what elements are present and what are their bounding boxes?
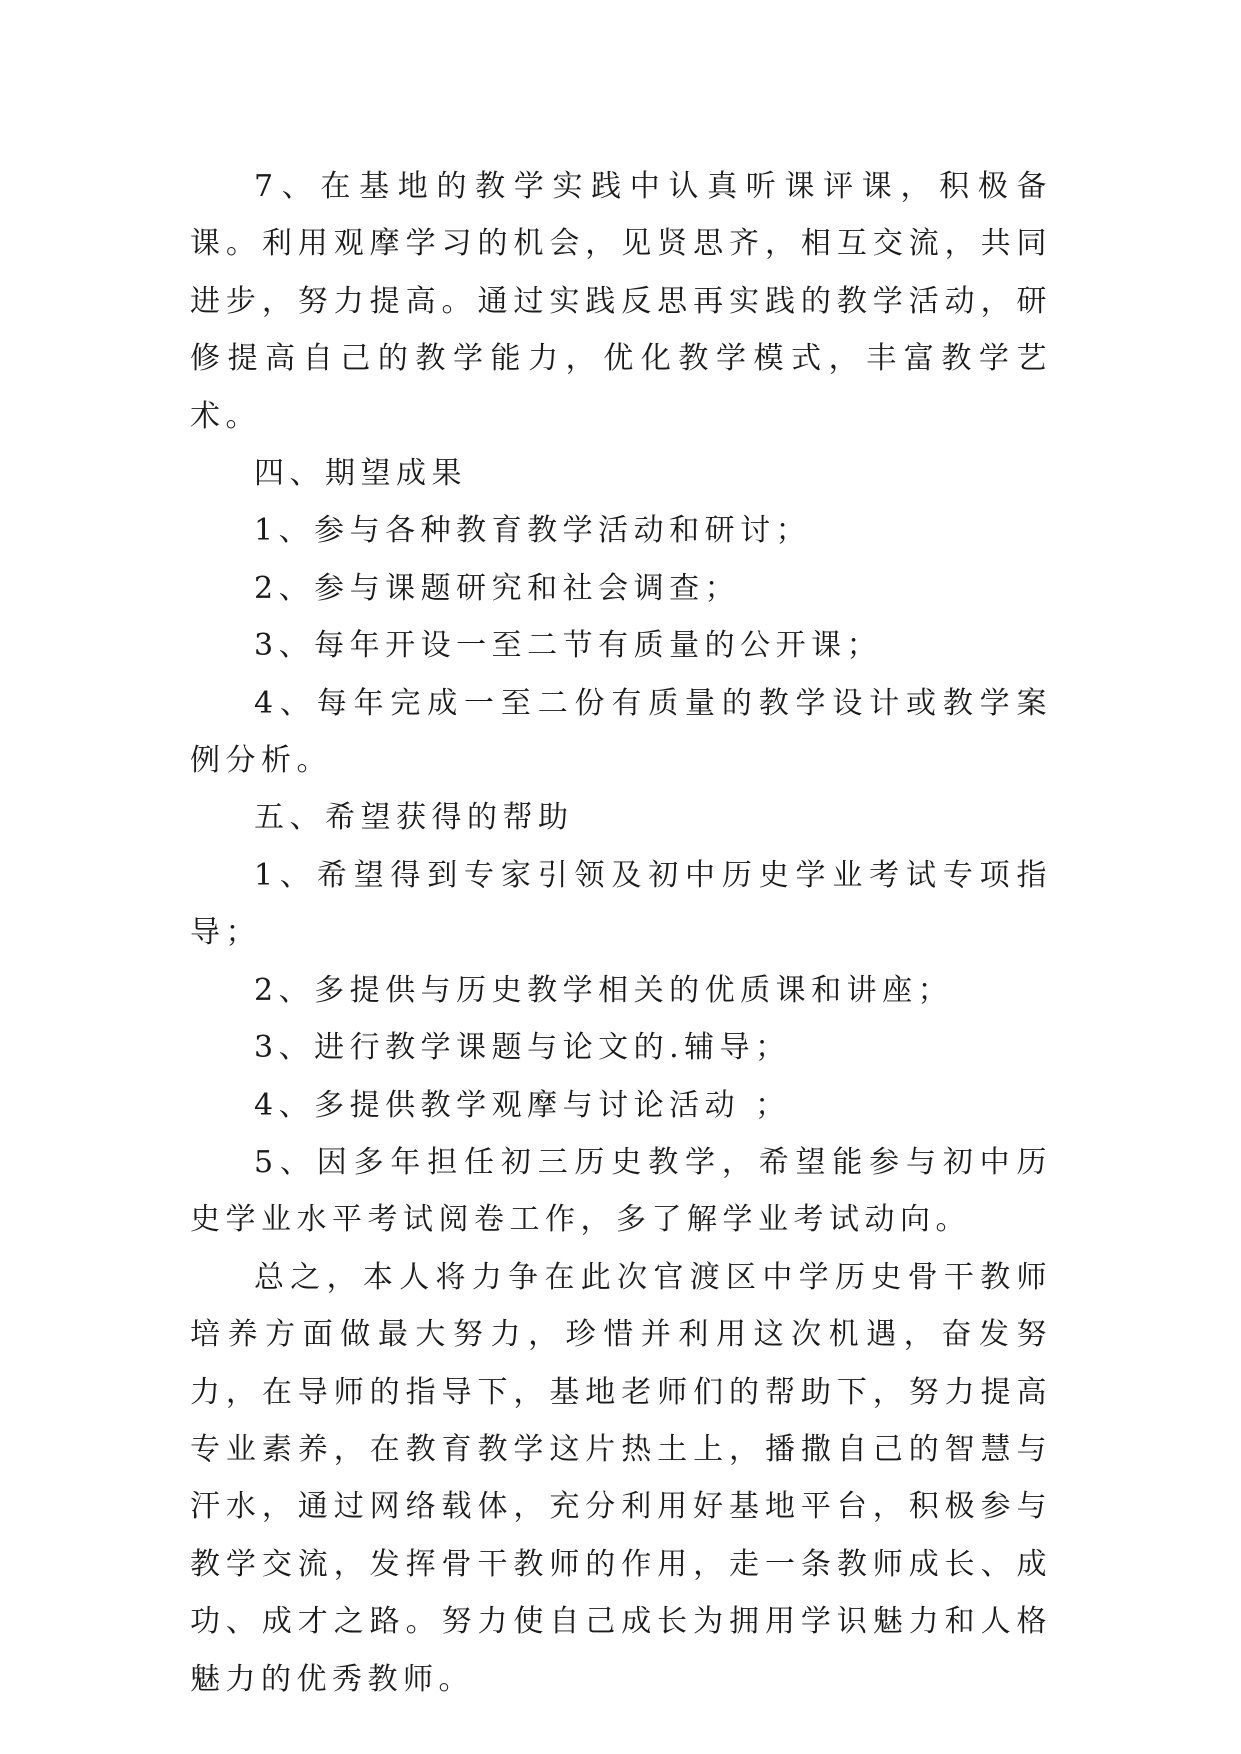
- list-item: 1、参与各种教育教学活动和研讨；: [254, 513, 812, 549]
- list-item: 3、每年开设一至二节有质量的公开课；: [254, 628, 883, 664]
- list-item: 2、多提供与历史教学相关的优质课和讲座；: [254, 972, 954, 1008]
- paragraph-item-7: 7、在基地的教学实践中认真听课评课，积极备课。利用观摩学习的机会，见贤思齐，相互交流，共同进步，努力提高。通过实践反思再实践的教学活动，研修提高自己的教学能力，优化教学模式，丰富教学艺术。: [190, 169, 1052, 434]
- list-item: 4、多提供教学观摩与讨论活动 ；: [254, 1087, 791, 1123]
- section-heading-desired-help: 五、希望获得的帮助: [254, 800, 574, 836]
- summary-paragraph: 总之，本人将力争在此次官渡区中学历史骨干教师培养方面做最大努力，珍惜并利用这次机遇，奋发努力，在导师的指导下，基地老师们的帮助下，努力提高专业素养，在教育教学这片热土上，播撒自己的智慧与汗水，通过网络载体，充分利用好基地平台，积极参与教学交流，发挥骨干教师的作用，走一条教师成长、成功、成才之路。努力使自己成长为拥用学识魅力和人格魅力的优秀教师。: [190, 1259, 1052, 1697]
- list-item: 2、参与课题研究和社会调查；: [254, 570, 741, 606]
- list-item: 4、每年完成一至二份有质量的教学设计或教学案例分析。: [190, 685, 1052, 779]
- list-item: 1、希望得到专家引领及初中历史学业考试专项指导；: [190, 857, 1052, 951]
- section-heading-expected-results: 四、期望成果: [254, 456, 467, 492]
- list-item: 5、因多年担任初三历史教学，希望能参与初中历史学业水平考试阅卷工作，多了解学业考试动向。: [190, 1144, 1052, 1238]
- document-body: [190, 158, 1052, 1708]
- list-item: 3、进行教学课题与论文的.辅导；: [254, 1030, 791, 1066]
